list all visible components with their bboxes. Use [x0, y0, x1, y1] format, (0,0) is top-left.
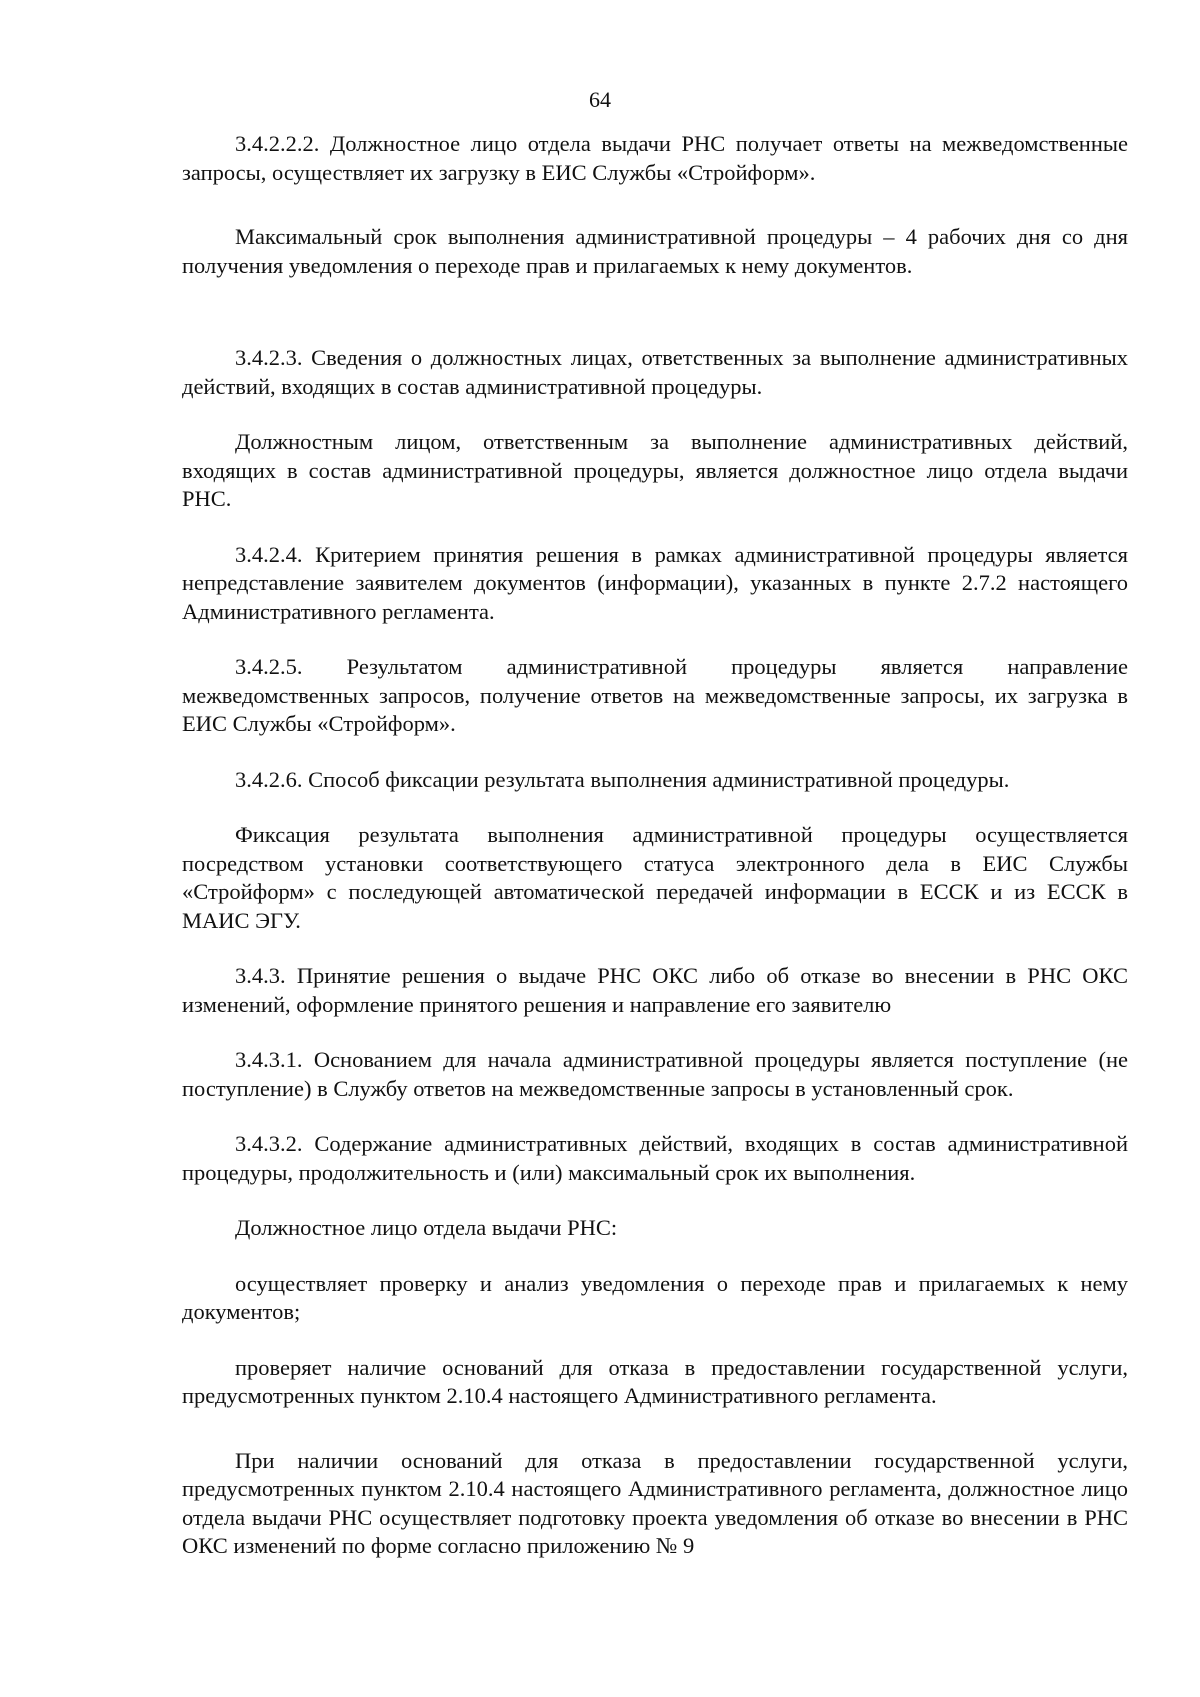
document-body [182, 130, 1128, 1561]
paragraph-3-4-2-4: 3.4.2.4. Критерием принятия решения в рамках административной процедуры является непредставление заявителем документов (информации), указанных в пункте 2.7.2 настоящего Административного регламента. [182, 541, 1128, 624]
paragraph-check-grounds: проверяет наличие оснований для отказа в предоставлении государственной услуги, предусмотренных пунктом 2.10.4 настоящего Административного регламента. [182, 1354, 1128, 1408]
paragraph-3-4-2-2-2: 3.4.2.2.2. Должностное лицо отдела выдачи РНС получает ответы на межведомственные запросы, осуществляет их загрузку в ЕИС Службы «Стройформ». [182, 131, 1128, 185]
paragraph-3-4-3-2: 3.4.3.2. Содержание административных действий, входящих в состав административной процедуры, продолжительность и (или) максимальный срок их выполнения. [182, 1131, 1128, 1185]
paragraph-3-4-2-3: 3.4.2.3. Сведения о должностных лицах, ответственных за выполнение административных действий, входящих в состав административной процедуры. [182, 345, 1128, 399]
paragraph-max-term: Максимальный срок выполнения административной процедуры – 4 рабочих дня со дня получения уведомления о переходе прав и прилагаемых к нему документов. [182, 224, 1128, 278]
paragraph-3-4-2-6: 3.4.2.6. Способ фиксации результата выполнения административной процедуры. [235, 766, 1010, 792]
paragraph-responsible-official: Должностным лицом, ответственным за выполнение административных действий, входящих в состав административной процедуры, является должностное лицо отдела выдачи РНС. [182, 429, 1128, 511]
paragraph-3-4-2-5: 3.4.2.5. Результатом административной процедуры является направление межведомственных запросов, получение ответов на межведомственные запросы, их загрузка в ЕИС Службы «Стройформ». [182, 654, 1128, 736]
paragraph-result-fixation: Фиксация результата выполнения административной процедуры осуществляется посредством установки соответствующего статуса электронного дела в ЕИС Службы «Стройформ» с последующей автоматической передачей информации в ЕССК и из ЕССК в МАИС ЭГУ. [182, 822, 1128, 933]
paragraph-3-4-3: 3.4.3. Принятие решения о выдаче РНС ОКС либо об отказе во внесении в РНС ОКС изменений, оформление принятого решения и направление его заявителю [182, 963, 1128, 1017]
paragraph-check-notification: осуществляет проверку и анализ уведомления о переходе прав и прилагаемых к нему документов; [182, 1270, 1128, 1324]
page-number: 64 [589, 87, 611, 112]
paragraph-official-intro: Должностное лицо отдела выдачи РНС: [235, 1215, 618, 1240]
paragraph-3-4-3-1: 3.4.3.1. Основанием для начала административной процедуры является поступление (не поступление) в Службу ответов на межведомственные запросы в установленный срок. [182, 1047, 1128, 1101]
paragraph-refusal-notice: При наличии оснований для отказа в предоставлении государственной услуги, предусмотренных пунктом 2.10.4 настоящего Административного регламента, должностное лицо отдела выдачи РНС осуществляет подготовку проекта уведомления об отказе во внесении в РНС ОКС изменений по форме согласно приложению № 9 [182, 1447, 1128, 1558]
